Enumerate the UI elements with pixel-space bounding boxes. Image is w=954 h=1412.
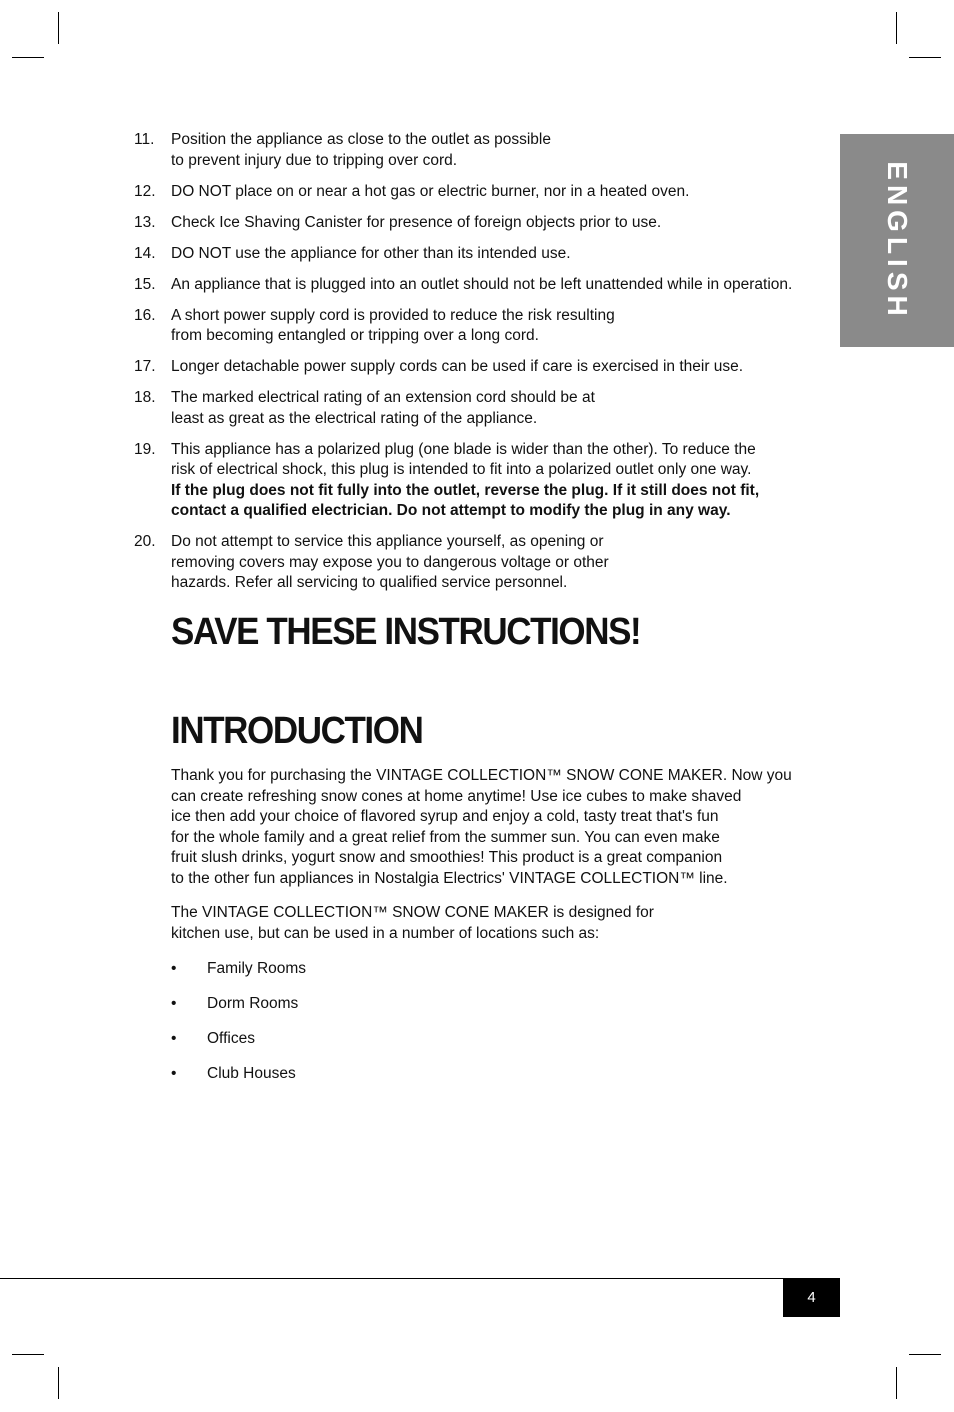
bullet: •	[171, 960, 177, 977]
item-text: to prevent injury due to tripping over cord.	[171, 151, 458, 169]
save-instructions-heading: SAVE THESE INSTRUCTIONS!	[171, 611, 641, 653]
item-text: removing covers may expose you to dangerous voltage or other	[171, 553, 609, 571]
safety-instructions-list	[134, 130, 834, 604]
item-text: hazards. Refer all servicing to qualified service personnel.	[171, 574, 568, 591]
list-item	[171, 994, 306, 1015]
item-number: 12.	[134, 182, 156, 200]
item-text: Longer detachable power supply cords can be used if care is exercised in their use.	[171, 358, 744, 375]
item-number: 11.	[134, 131, 155, 148]
bullet: •	[171, 995, 177, 1012]
location-label: Dorm Rooms	[207, 995, 299, 1012]
list-item	[171, 1064, 306, 1085]
language-tab	[840, 134, 954, 347]
item-number: 20.	[134, 533, 156, 550]
crop-mark	[58, 1367, 59, 1399]
item-number: 17.	[134, 358, 156, 375]
intro-paragraph	[171, 766, 811, 889]
paragraph-line: kitchen use, but can be used in a number of locations such as:	[171, 924, 600, 942]
usage-paragraph	[171, 903, 811, 944]
item-text: An appliance that is plugged into an outlet should not be left unattended while in operation.	[171, 275, 793, 293]
crop-mark	[12, 1354, 44, 1355]
list-item	[134, 306, 834, 347]
item-text: Check Ice Shaving Canister for presence of foreign objects prior to use.	[171, 213, 662, 231]
bullet: •	[171, 1030, 177, 1047]
list-item	[134, 130, 834, 171]
page-number: 4	[807, 1289, 816, 1306]
item-warning-text: If the plug does not fit fully into the outlet, reverse the plug. If it still does not fit,	[171, 481, 760, 499]
item-text: Position the appliance as close to the outlet as possible	[171, 131, 551, 148]
item-text: DO NOT place on or near a hot gas or electric burner, nor in a heated oven.	[171, 182, 690, 200]
location-label: Club Houses	[207, 1065, 296, 1082]
list-item	[134, 357, 834, 378]
location-label: Offices	[207, 1030, 255, 1047]
list-item	[134, 440, 834, 522]
crop-mark	[58, 12, 59, 44]
introduction-heading: INTRODUCTION	[171, 710, 423, 752]
item-text: DO NOT use the appliance for other than its intended use.	[171, 244, 571, 262]
list-item	[134, 213, 834, 234]
item-text: Do not attempt to service this appliance yourself, as opening or	[171, 533, 604, 550]
item-warning-text: contact a qualified electrician. Do not attempt to modify the plug in any way.	[171, 502, 731, 519]
item-number: 16.	[134, 306, 156, 324]
list-item	[134, 182, 834, 203]
paragraph-line: to the other fun appliances in Nostalgia Electrics' VINTAGE COLLECTION™ line.	[171, 869, 728, 887]
paragraph-line: fruit slush drinks, yogurt snow and smoothies! This product is a great companion	[171, 849, 723, 866]
locations-list	[171, 959, 306, 1099]
item-number: 18.	[134, 389, 156, 406]
item-text: least as great as the electrical rating of the appliance.	[171, 409, 538, 427]
paragraph-line: can create refreshing snow cones at home anytime! Use ice cubes to make shaved	[171, 787, 742, 805]
item-text: This appliance has a polarized plug (one blade is wider than the other). To reduce the	[171, 440, 756, 458]
footer-rule	[0, 1278, 840, 1279]
page-number-box	[783, 1278, 840, 1317]
item-number: 19.	[134, 440, 156, 458]
list-item	[171, 1029, 306, 1050]
paragraph-line: Thank you for purchasing the VINTAGE COLLECTION™ SNOW CONE MAKER. Now you	[171, 767, 792, 784]
item-text: from becoming entangled or tripping over a long cord.	[171, 327, 539, 344]
item-text: A short power supply cord is provided to reduce the risk resulting	[171, 306, 615, 324]
list-item	[134, 244, 834, 265]
location-label: Family Rooms	[207, 960, 307, 977]
paragraph-line: The VINTAGE COLLECTION™ SNOW CONE MAKER is designed for	[171, 904, 654, 921]
paragraph-line: ice then add your choice of flavored syrup and enjoy a cold, tasty treat that's fun	[171, 808, 719, 825]
list-item	[134, 532, 834, 594]
paragraph-line: for the whole family and a great relief from the summer sun. You can even make	[171, 828, 720, 846]
list-item	[134, 388, 834, 429]
crop-mark	[896, 1367, 897, 1399]
list-item	[134, 275, 834, 296]
list-item	[171, 959, 306, 980]
item-number: 13.	[134, 213, 156, 231]
language-label: ENGLISH	[882, 160, 913, 321]
crop-mark	[12, 57, 44, 58]
bullet: •	[171, 1065, 177, 1082]
item-number: 15.	[134, 275, 156, 293]
crop-mark	[896, 12, 897, 44]
item-text: risk of electrical shock, this plug is intended to fit into a polarized outlet only one way.	[171, 461, 752, 478]
item-text: The marked electrical rating of an extension cord should be at	[171, 389, 595, 406]
item-number: 14.	[134, 244, 156, 262]
crop-mark	[909, 1354, 941, 1355]
crop-mark	[909, 57, 941, 58]
